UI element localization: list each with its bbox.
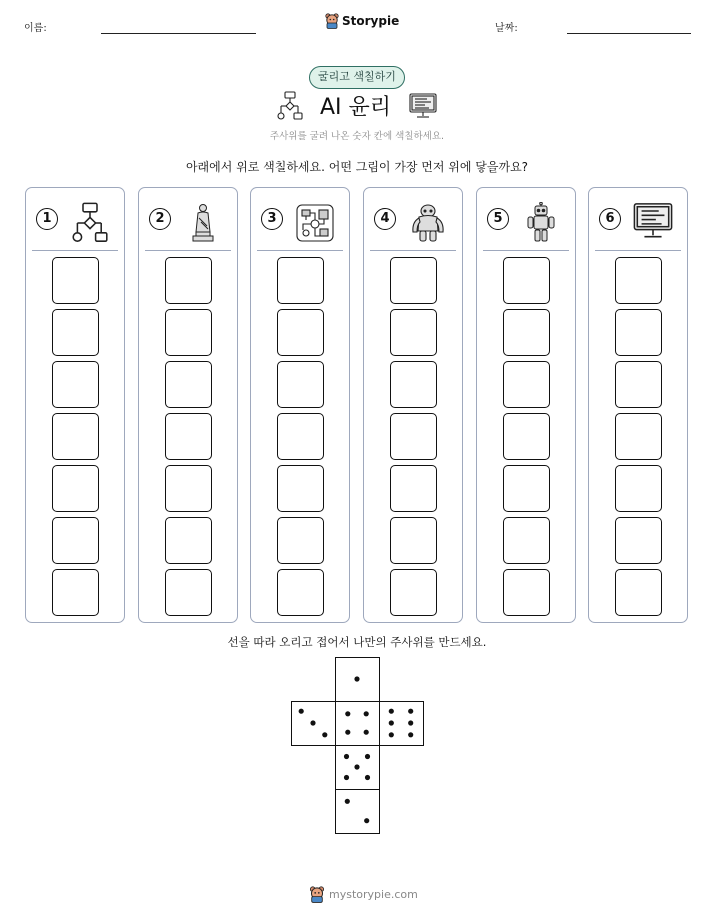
die-face-5 [335,745,380,790]
die-face-6 [379,701,424,746]
coloring-cell[interactable] [503,569,550,616]
coloring-cell[interactable] [615,257,662,304]
column-3 [250,187,350,623]
coloring-cell[interactable] [390,413,437,460]
die-face-4 [335,701,380,746]
coloring-cell[interactable] [390,569,437,616]
column-divider [370,250,456,251]
die-pip [365,754,370,759]
die-pip [345,799,350,804]
die-pip [354,676,359,681]
page-title: AI 윤리 [320,95,392,120]
name-line[interactable] [101,33,256,34]
golem-icon [408,202,448,248]
die-pip [345,711,350,716]
die-pip [389,732,394,737]
coloring-cell[interactable] [52,465,99,512]
column-divider [32,250,118,251]
coloring-cell[interactable] [165,257,212,304]
column-number: 3 [261,208,283,230]
coloring-cell[interactable] [615,465,662,512]
column-header [487,202,567,242]
coloring-cell[interactable] [503,465,550,512]
coloring-cell[interactable] [390,465,437,512]
column-header [149,202,229,242]
bear-logo-icon [309,886,325,903]
coloring-cell[interactable] [390,309,437,356]
coloring-cell[interactable] [615,361,662,408]
coloring-cell[interactable] [52,309,99,356]
coloring-cell[interactable] [615,517,662,564]
column-6 [588,187,688,623]
coloring-cell[interactable] [503,517,550,564]
coloring-cell[interactable] [503,361,550,408]
coloring-cell[interactable] [52,257,99,304]
coloring-cell[interactable] [165,309,212,356]
bear-logo-icon [325,13,339,29]
coloring-cell[interactable] [390,257,437,304]
column-number: 5 [487,208,509,230]
column-number: 2 [149,208,171,230]
die-pip [408,720,413,725]
column-number: 6 [599,208,621,230]
coloring-cell[interactable] [52,569,99,616]
die-pip [354,764,359,769]
brand-name: Storypie [342,14,400,28]
coloring-cell[interactable] [277,361,324,408]
robot-icon [521,202,561,248]
date-label: 날짜: [495,23,518,34]
footer-url: mystorypie.com [329,888,418,901]
die-pip [408,732,413,737]
die-face-1 [335,657,380,702]
activity-badge: 굴리고 색칠하기 [309,66,405,89]
column-2 [138,187,238,623]
coloring-cell[interactable] [503,413,550,460]
column-header [261,202,341,242]
column-number: 4 [374,208,396,230]
die-pip [408,709,413,714]
column-divider [257,250,343,251]
coloring-cell[interactable] [165,569,212,616]
die-pip [364,818,369,823]
coloring-cell[interactable] [165,465,212,512]
coloring-cell[interactable] [52,517,99,564]
die-pip [299,709,304,714]
coloring-cell[interactable] [277,465,324,512]
column-header [374,202,454,242]
die-face-2 [335,789,380,834]
die-pip [344,754,349,759]
column-4 [363,187,463,623]
column-header [599,202,679,242]
date-line[interactable] [567,33,691,34]
coloring-cell[interactable] [165,413,212,460]
coloring-cell[interactable] [390,361,437,408]
column-header [36,202,116,242]
column-divider [483,250,569,251]
coloring-cell[interactable] [390,517,437,564]
coloring-cell[interactable] [165,361,212,408]
coloring-cell[interactable] [615,309,662,356]
circuit-board-icon [295,202,335,248]
coloring-cell[interactable] [615,413,662,460]
coloring-cell[interactable] [277,257,324,304]
brand-logo [325,13,399,29]
die-face-3 [291,701,336,746]
column-number: 1 [36,208,58,230]
die-pip [345,730,350,735]
die-pip [364,711,369,716]
die-pip [322,732,327,737]
coloring-cell[interactable] [277,517,324,564]
column-5 [476,187,576,623]
coloring-cell[interactable] [503,257,550,304]
coloring-cell[interactable] [277,569,324,616]
computer-monitor-icon [633,202,673,244]
coloring-cell[interactable] [277,309,324,356]
die-pip [365,775,370,780]
die-pip [389,709,394,714]
statue-icon [183,202,223,248]
coloring-cell[interactable] [615,569,662,616]
coloring-cell[interactable] [165,517,212,564]
coloring-cell[interactable] [52,413,99,460]
die-pip [364,730,369,735]
coloring-cell[interactable] [277,413,324,460]
column-divider [595,250,681,251]
flowchart-icon [276,91,304,121]
die-pip [310,720,315,725]
column-divider [145,250,231,251]
name-label: 이름: [24,23,47,34]
computer-monitor-icon [409,93,437,119]
coloring-cell[interactable] [52,361,99,408]
coloring-cell[interactable] [503,309,550,356]
footer [309,886,418,903]
subtitle: 주사위를 굴려 나온 숫자 칸에 색칠하세요. [269,131,445,142]
die-pip [389,720,394,725]
die-pip [344,775,349,780]
flowchart-icon [70,202,110,248]
column-1 [25,187,125,623]
die-instruction: 선을 따라 오리고 접어서 나만의 주사위를 만드세요. [227,635,487,649]
instruction-text: 아래에서 위로 색칠하세요. 어떤 그림이 가장 먼저 위에 닿을까요? [185,160,529,174]
